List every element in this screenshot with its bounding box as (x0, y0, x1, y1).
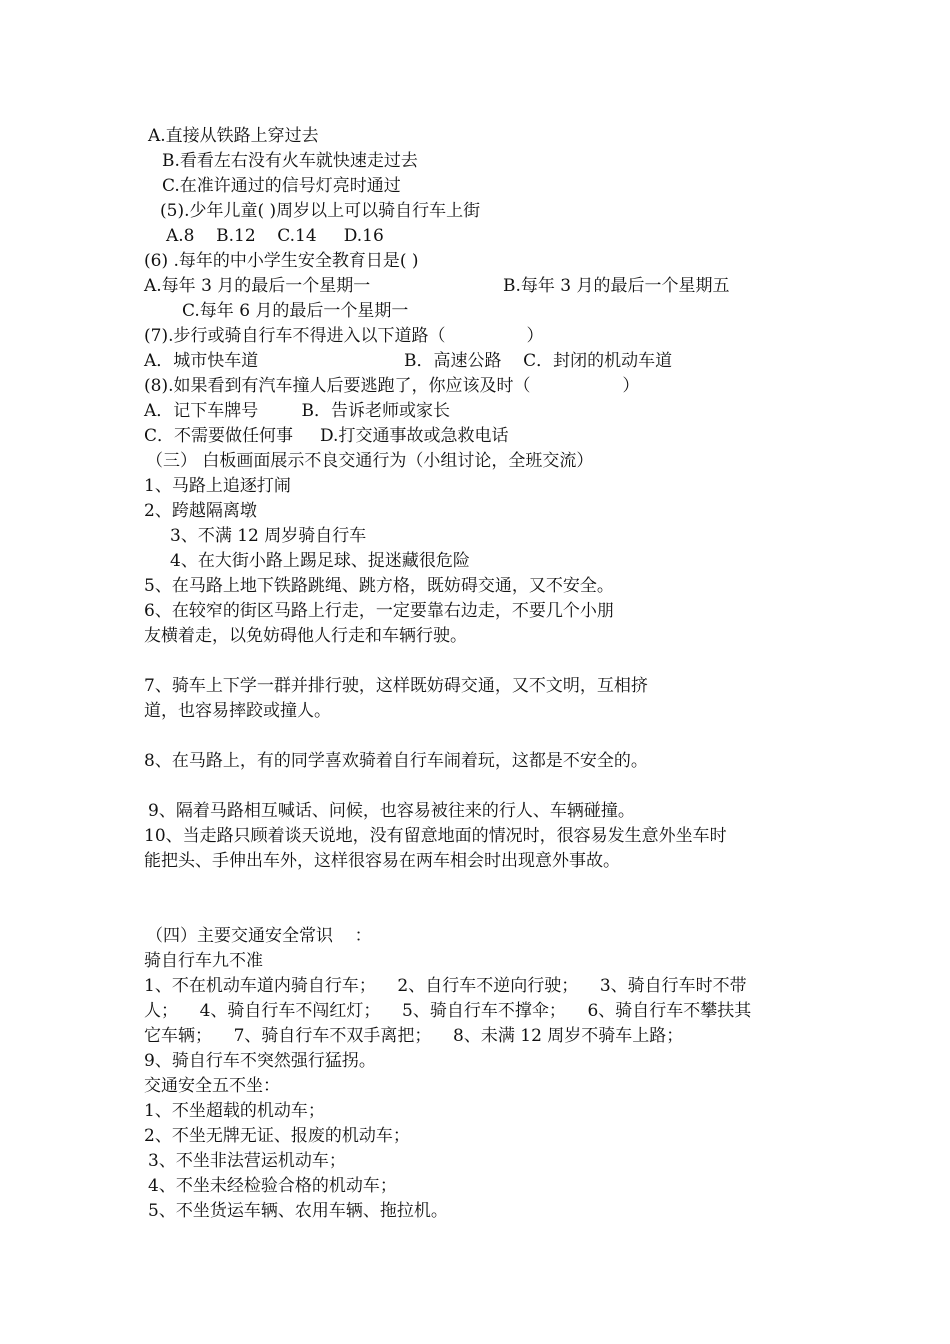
list-item: 10、当走路只顾着谈天说地，没有留意地面的情况时，很容易发生意外坐车时 (144, 826, 727, 846)
subheading: 骑自行车九不准 (144, 951, 263, 971)
list-item: 2、跨越隔离墩 (144, 501, 257, 521)
option-line: C.每年 6 月的最后一个星期一 (182, 301, 409, 321)
question-line: (5).少年儿童( )周岁以上可以骑自行车上街 (160, 201, 481, 221)
option-line: C．不需要做任何事 D.打交通事故或急救电话 (144, 426, 509, 446)
paragraph-line: 1、不在机动车道内骑自行车； 2、自行车不逆向行驶； 3、骑自行车时不带 (144, 976, 747, 996)
list-item: 3、不坐非法营运机动车； (148, 1151, 346, 1171)
section-heading: （四）主要交通安全常识 ： (146, 926, 372, 946)
option-line: A.每年 3 月的最后一个星期一 (144, 276, 371, 296)
list-item-continuation: 道，也容易摔跤或撞人。 (144, 701, 331, 721)
paragraph-line: 它车辆； 7、骑自行车不双手离把； 8、未满 12 周岁不骑车上路； (144, 1026, 684, 1046)
section-heading: （三） 白板画面展示不良交通行为（小组讨论，全班交流） (146, 451, 594, 471)
option-line: A．城市快车道 (144, 351, 259, 371)
list-item: 9、隔着马路相互喊话、问候，也容易被往来的行人、车辆碰撞。 (148, 801, 635, 821)
option-line: B.每年 3 月的最后一个星期五 (503, 276, 730, 296)
paragraph-line: 9、骑自行车不突然强行猛拐。 (144, 1051, 376, 1071)
list-item: 5、在马路上地下铁路跳绳、跳方格，既妨碍交通，又不安全。 (144, 576, 614, 596)
option-line: B.看看左右没有火车就快速走过去 (162, 151, 418, 171)
list-item-continuation: 友横着走，以免妨碍他人行走和车辆行驶。 (144, 626, 467, 646)
question-line: (6) .每年的中小学生安全教育日是( ) (144, 251, 419, 271)
list-item: 8、在马路上，有的同学喜欢骑着自行车闹着玩，这都是不安全的。 (144, 751, 648, 771)
list-item: 1、马路上追逐打闹 (144, 476, 291, 496)
option-line: A．记下车牌号 B．告诉老师或家长 (144, 401, 450, 421)
list-item: 7、骑车上下学一群并排行驶，这样既妨碍交通，又不文明，互相挤 (144, 676, 648, 696)
list-item: 2、不坐无牌无证、报废的机动车； (144, 1126, 410, 1146)
option-line: A.8 B.12 C.14 D.16 (166, 226, 384, 246)
option-line: B．高速公路 C．封闭的机动车道 (404, 351, 673, 371)
list-item: 6、在较窄的街区马路上行走，一定要靠右边走，不要几个小朋 (144, 601, 614, 621)
list-item: 4、不坐未经检验合格的机动车； (148, 1176, 397, 1196)
paragraph-line: 人； 4、骑自行车不闯红灯； 5、骑自行车不撑伞； 6、骑自行车不攀扶其 (144, 1001, 752, 1021)
list-item: 1、不坐超载的机动车； (144, 1101, 325, 1121)
subheading: 交通安全五不坐： (144, 1076, 280, 1096)
list-item: 5、不坐货运车辆、农用车辆、拖拉机。 (148, 1201, 448, 1221)
question-line: (7).步行或骑自行车不得进入以下道路（ ） (144, 326, 544, 346)
option-line: A.直接从铁路上穿过去 (148, 126, 319, 146)
list-item: 4、在大街小路上踢足球、捉迷藏很危险 (170, 551, 470, 571)
list-item-continuation: 能把头、手伸出车外，这样很容易在两车相会时出现意外事故。 (144, 851, 620, 871)
question-line: (8).如果看到有汽车撞人后要逃跑了，你应该及时（ ） (144, 376, 640, 396)
list-item: 3、不满 12 周岁骑自行车 (170, 526, 367, 546)
option-line: C.在准许通过的信号灯亮时通过 (162, 176, 401, 196)
